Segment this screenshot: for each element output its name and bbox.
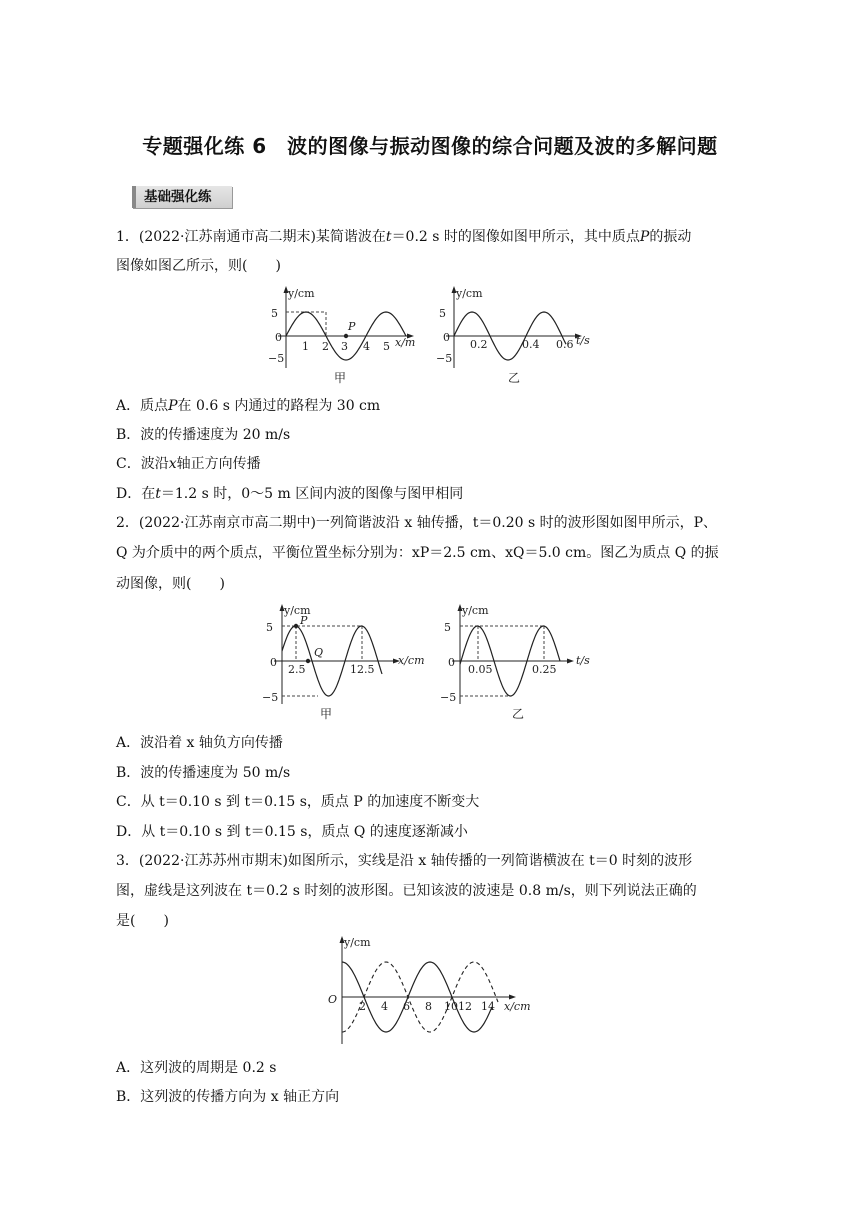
svg-text:y/cm: y/cm [284,604,311,617]
svg-text:5: 5 [444,621,451,634]
svg-text:2: 2 [322,340,329,353]
svg-text:−5: −5 [440,691,457,704]
svg-text:x/cm: x/cm [504,1000,531,1013]
figure-3 [326,932,546,1054]
figure-2-yi [440,600,610,728]
svg-text:y/cm: y/cm [288,287,315,300]
svg-text:P: P [348,320,356,333]
figure-1-yi [438,282,598,394]
svg-text:0: 0 [448,656,455,669]
figure-1-jia [268,282,428,394]
svg-text:2.5: 2.5 [288,663,306,676]
svg-text:乙: 乙 [512,707,525,721]
svg-text:12.5: 12.5 [350,663,375,676]
svg-text:甲: 甲 [334,371,347,385]
q3-line-1: 3．(2022·江苏苏州市期末)如图所示，实线是沿 x 轴传播的一列简谐横波在 t＝0 时刻的波形 [116,853,693,869]
svg-text:乙: 乙 [508,371,521,385]
q1-line-1: 1．(2022·江苏南通市高二期末)某简谐波在t＝0.2 s 时的图像如图甲所示，其中质点P的振动 [116,229,692,245]
q1-option-d: D．在t＝1.2 s 时，0～5 m 区间内波的图像与图甲相同 [116,486,464,502]
svg-text:0: 0 [270,656,277,669]
figure-2-jia [262,600,432,728]
svg-text:0.6: 0.6 [556,338,574,351]
svg-text:4: 4 [363,340,370,353]
q1-line-2: 图像如图乙所示，则( ) [116,258,281,274]
svg-text:14: 14 [481,1000,495,1013]
q1-option-c: C．波沿x轴正方向传播 [116,456,261,472]
svg-text:1: 1 [302,340,309,353]
svg-text:−5: −5 [268,352,285,365]
svg-text:−5: −5 [436,352,453,365]
q3-line-2: 图，虚线是这列波在 t＝0.2 s 时刻的波形图。已知该波的波速是 0.8 m/s，则下列说法正确的 [116,883,697,899]
svg-text:0: 0 [443,331,450,344]
q2-option-d: D．从 t＝0.10 s 到 t＝0.15 s，质点 Q 的速度逐渐减小 [116,824,468,840]
svg-text:y/cm: y/cm [462,604,489,617]
svg-text:5: 5 [271,307,278,320]
svg-text:x/m: x/m [395,336,416,349]
q1-option-b: B．波的传播速度为 20 m/s [116,427,291,443]
q2-line-1: 2．(2022·江苏南京市高二期中)一列简谐波沿 x 轴传播，t＝0.20 s 时的波形图如图甲所示，P、 [116,515,718,531]
q2-line-3: 动图像，则( ) [116,576,225,592]
q3-line-3: 是( ) [116,913,169,929]
svg-text:0.25: 0.25 [532,663,557,676]
svg-text:5: 5 [439,307,446,320]
q2-option-a: A．波沿着 x 轴负方向传播 [116,735,283,751]
svg-text:0.4: 0.4 [522,338,540,351]
svg-text:2: 2 [359,1000,366,1013]
q2-line-2: Q 为介质中的两个质点，平衡位置坐标分别为：xP＝2.5 cm、xQ＝5.0 cm。图乙为质点 Q 的振 [116,545,719,561]
svg-text:x/cm: x/cm [398,654,425,667]
svg-text:t/s: t/s [576,334,590,347]
svg-text:Q: Q [314,646,324,659]
q3-option-b: B．这列波的传播方向为 x 轴正方向 [116,1089,340,1105]
q1-option-a: A．质点P在 0.6 s 内通过的路程为 30 cm [116,398,381,414]
svg-text:0.05: 0.05 [468,663,493,676]
svg-text:5: 5 [266,621,273,634]
svg-text:3: 3 [341,340,348,353]
svg-text:y/cm: y/cm [456,287,483,300]
svg-text:6: 6 [403,1000,410,1013]
svg-text:5: 5 [383,340,390,353]
svg-text:0.2: 0.2 [470,338,488,351]
svg-text:−5: −5 [262,691,279,704]
svg-text:甲: 甲 [320,707,333,721]
q3-option-a: A．这列波的周期是 0.2 s [116,1060,277,1076]
svg-text:4: 4 [381,1000,388,1013]
svg-text:P: P [300,614,308,627]
svg-text:8: 8 [425,1000,432,1013]
svg-text:y/cm: y/cm [344,936,371,949]
section-header: 基础强化练 [132,186,232,208]
svg-text:O: O [328,993,338,1006]
svg-text:0: 0 [275,331,282,344]
svg-text:1012: 1012 [444,1000,472,1013]
svg-text:t/s: t/s [576,654,590,667]
q2-option-c: C．从 t＝0.10 s 到 t＝0.15 s，质点 P 的加速度不断变大 [116,794,480,810]
page-title: 专题强化练 6 波的图像与振动图像的综合问题及波的多解问题 [142,134,718,158]
q2-option-b: B．波的传播速度为 50 m/s [116,765,291,781]
